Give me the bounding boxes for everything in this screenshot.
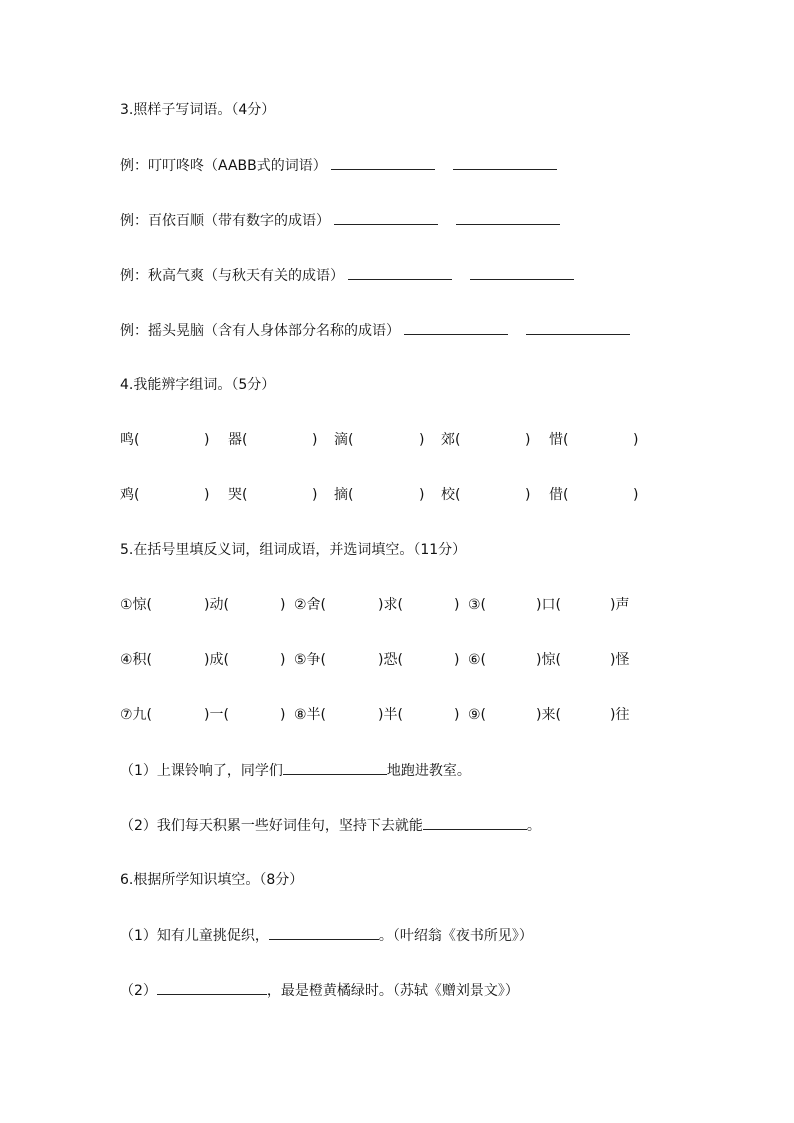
- idiom-part: )惊(: [536, 652, 561, 668]
- q6-sentence-2: [120, 980, 519, 1001]
- q6-sentence-1: [120, 925, 533, 946]
- answer-blank[interactable]: [423, 815, 527, 830]
- idiom-part: )成(: [204, 652, 229, 668]
- answer-blank[interactable]: [348, 265, 452, 280]
- q3-heading: 3.照样子写词语。（4分）: [120, 102, 276, 118]
- q4-char-item: 鸡(: [120, 487, 140, 503]
- answer-blank[interactable]: [453, 155, 557, 170]
- idiom-part: ⑥(: [468, 652, 487, 668]
- idiom-part: ⑨(: [468, 707, 487, 723]
- answer-blank[interactable]: [526, 320, 630, 335]
- q4-char-item: 校(: [441, 487, 461, 503]
- q3-row-3-text: 例：秋高气爽（与秋天有关的成语）: [120, 268, 344, 284]
- answer-blank[interactable]: [157, 980, 267, 995]
- q4-char-item: 器(: [228, 432, 248, 448]
- q5-s2-post: 。: [526, 818, 541, 834]
- idiom-part: ): [454, 707, 460, 723]
- idiom-part: )恐(: [378, 652, 403, 668]
- q4-close-paren: ): [419, 487, 425, 503]
- idiom-part: ): [280, 597, 286, 613]
- idiom-part: )声: [610, 597, 630, 613]
- q6-s2-post: ，最是橙黄橘绿时。（苏轼《赠刘景文》）: [266, 983, 519, 999]
- q4-close-paren: ): [312, 487, 318, 503]
- q4-char-item: 滴(: [334, 432, 354, 448]
- q4-close-paren: ): [312, 432, 318, 448]
- q5-s1-pre: （1）上课铃响了，同学们: [120, 763, 283, 779]
- idiom-part: )来(: [536, 707, 561, 723]
- q4-close-paren: ): [419, 432, 425, 448]
- q5-s2-pre: （2）我们每天积累一些好词佳句，坚持下去就能: [120, 818, 423, 834]
- idiom-part: ②舍(: [294, 597, 327, 613]
- idiom-part: ): [454, 652, 460, 668]
- q3-row-3: [120, 265, 574, 286]
- idiom-part: )怪: [610, 652, 630, 668]
- idiom-part: ): [280, 707, 286, 723]
- idiom-part: ⑦九(: [120, 707, 153, 723]
- answer-blank[interactable]: [404, 320, 508, 335]
- answer-blank[interactable]: [283, 760, 387, 775]
- q6-s1-pre: （1）知有儿童挑促织，: [120, 928, 269, 944]
- q5-s1-post: 地跑进教室。: [386, 763, 471, 779]
- q4-char-item: 摘(: [334, 487, 354, 503]
- idiom-part: )动(: [204, 597, 229, 613]
- idiom-part: )一(: [204, 707, 229, 723]
- q4-close-paren: ): [633, 487, 639, 503]
- idiom-part: )口(: [536, 597, 561, 613]
- q4-char-item: 借(: [549, 487, 569, 503]
- q5-sentence-1: [120, 760, 471, 781]
- q4-char-item: 哭(: [228, 487, 248, 503]
- answer-blank[interactable]: [331, 155, 435, 170]
- q3-row-4: [120, 320, 630, 341]
- q6-s2-pre: （2）: [120, 983, 157, 999]
- q4-close-paren: ): [525, 432, 531, 448]
- q4-close-paren: ): [204, 432, 210, 448]
- q6-s1-post: 。（叶绍翁《夜书所见》）: [378, 928, 533, 944]
- idiom-part: )往: [610, 707, 630, 723]
- q4-close-paren: ): [204, 487, 210, 503]
- q5-sentence-2: [120, 815, 541, 836]
- idiom-part: ③(: [468, 597, 487, 613]
- q3-row-2: [120, 210, 560, 231]
- q3-row-1-text: 例：叮叮咚咚（AABB式的词语）: [120, 158, 327, 174]
- q3-row-4-text: 例：摇头晃脑（含有人身体部分名称的成语）: [120, 323, 400, 339]
- q4-close-paren: ): [525, 487, 531, 503]
- idiom-part: )半(: [378, 707, 403, 723]
- idiom-part: ④积(: [120, 652, 153, 668]
- q3-row-2-text: 例：百依百顺（带有数字的成语）: [120, 213, 330, 229]
- answer-blank[interactable]: [334, 210, 438, 225]
- q4-heading: 4.我能辨字组词。（5分）: [120, 377, 276, 393]
- idiom-part: )求(: [378, 597, 403, 613]
- answer-blank[interactable]: [269, 925, 379, 940]
- q4-char-item: 鸣(: [120, 432, 140, 448]
- q4-close-paren: ): [633, 432, 639, 448]
- idiom-part: ①惊(: [120, 597, 153, 613]
- answer-blank[interactable]: [470, 265, 574, 280]
- q6-heading: 6.根据所学知识填空。（8分）: [120, 872, 304, 888]
- idiom-part: ): [454, 597, 460, 613]
- q3-row-1: [120, 155, 557, 176]
- q5-heading: 5.在括号里填反义词，组词成语，并选词填空。（11分）: [120, 542, 467, 558]
- q4-char-item: 惜(: [549, 432, 569, 448]
- idiom-part: ⑤争(: [294, 652, 327, 668]
- idiom-part: ⑧半(: [294, 707, 327, 723]
- answer-blank[interactable]: [456, 210, 560, 225]
- idiom-part: ): [280, 652, 286, 668]
- q4-char-item: 郊(: [441, 432, 461, 448]
